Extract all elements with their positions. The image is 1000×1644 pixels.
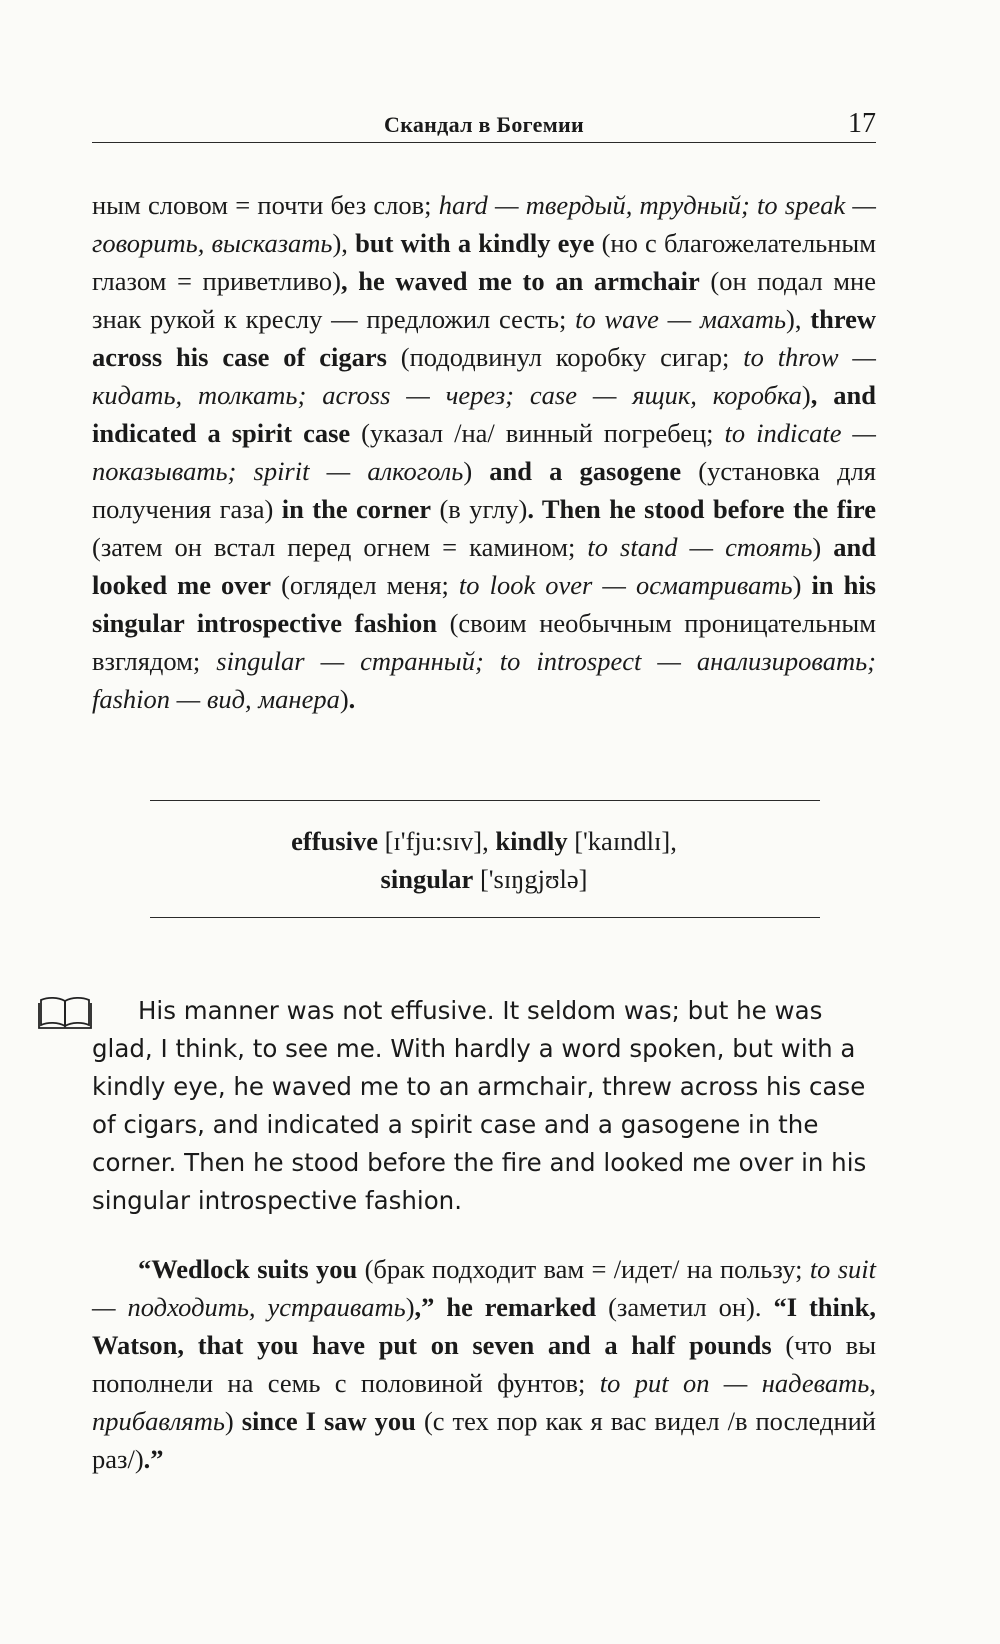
pronunciation-line-1 <box>92 822 876 860</box>
open-book-icon <box>38 995 92 1029</box>
vocab-gloss: to put on — надевать, прибавлять <box>92 1368 876 1436</box>
english-phrase: . <box>348 684 356 714</box>
english-phrase: .” <box>143 1444 164 1474</box>
english-phrase: in his singular introspective fashion <box>92 570 876 638</box>
vocab-word: kindly <box>495 826 568 856</box>
running-header <box>92 102 876 143</box>
translation-text: (пододвинул коробку сигар; <box>386 342 744 372</box>
translation-text: (в углу) <box>431 494 528 524</box>
vocab-gloss: to throw — кидать, толкать; across — через; case — ящик, коробка <box>92 342 876 410</box>
transcription: ['sɪŋgjʊlə] <box>473 864 588 894</box>
vocab-gloss: to wave — махать <box>575 304 787 334</box>
pronunciation-block <box>92 822 876 898</box>
translation-text: (оглядел меня; <box>271 570 459 600</box>
english-phrase: since I saw you <box>241 1406 416 1436</box>
pronunciation-line-2 <box>92 860 876 898</box>
translation-text: (затем он встал перед огнем = камином; <box>92 532 588 562</box>
translation-text: ) <box>792 570 812 600</box>
translation-text: (указал /на/ винный погребец; <box>350 418 725 448</box>
english-phrase: threw across his case of cigars <box>92 304 876 372</box>
english-phrase: “I think, Watson, that you have put on seven and a half pounds <box>92 1292 876 1360</box>
transcription: [ɪ'fju:sɪv], <box>377 826 496 856</box>
translation-text: (брак подходит вам = /идет/ на пользу; <box>357 1254 810 1284</box>
translation-text: ), <box>786 304 811 334</box>
english-phrase: “Wedlock suits you <box>138 1254 358 1284</box>
translation-text: ) <box>339 684 349 714</box>
translation-text: ) <box>463 456 490 486</box>
page-number: 17 <box>848 108 876 139</box>
english-phrase: , and indicated a spirit case <box>92 380 876 448</box>
english-text: His manner was not effusive. It seldom was; but he was glad, I think, to see me. With hardly a word spoken, but with a kindly eye, he waved me to an armchair, threw across his case of cigars, and indicated a spirit case and a gasogene in the corner. Then he stood before the fire and looked me over in his singular introspective fashion. <box>92 996 867 1215</box>
vocab-gloss: to suit — подходить, устраивать <box>92 1254 877 1322</box>
translation-text: (он подал мне знак рукой к креслу — предложил сесть; <box>92 266 877 334</box>
vocab-gloss: to look over — осматривать <box>458 570 793 600</box>
vocab-word: singular <box>380 864 474 894</box>
translation-text: (своим необычным проницательным взглядом; <box>92 608 876 676</box>
translation-text: (установка для получения газа) <box>92 456 876 524</box>
english-phrase: ,” he remarked <box>414 1292 597 1322</box>
english-phrase: in the corner <box>281 494 432 524</box>
english-phrase: but with a kindly eye <box>355 228 595 258</box>
vocab-word: effusive <box>291 826 378 856</box>
vocab-gloss: hard — твердый, трудный; to speak — говорить, высказать <box>92 190 876 258</box>
english-phrase: and a gasogene <box>489 456 682 486</box>
english-phrase: , he waved me to an armchair <box>340 266 700 296</box>
translation-text: ) <box>812 532 834 562</box>
english-phrase: and looked me over <box>92 532 876 600</box>
annotated-paragraph-1 <box>92 186 876 718</box>
vocab-gloss: to stand — стоять <box>587 532 813 562</box>
translation-text: (но с благожелательным глазом = приветливо) <box>92 228 877 296</box>
original-english-paragraph <box>92 992 876 1220</box>
translation-text: (с тех пор как я вас видел /в последний раз/) <box>92 1406 876 1474</box>
chapter-title: Скандал в Богемии <box>384 112 584 137</box>
transcription: ['kaɪndlɪ], <box>567 826 677 856</box>
translation-text: ным словом = почти без слов; <box>92 190 439 220</box>
annotated-paragraph-2 <box>92 1250 876 1478</box>
divider-top <box>150 800 820 801</box>
vocab-gloss: to indicate — показывать; spirit — алкоголь <box>92 418 876 486</box>
translation-text: ) <box>405 1292 415 1322</box>
translation-text: ) <box>224 1406 242 1436</box>
translation-text: ) <box>801 380 811 410</box>
vocab-gloss: singular — странный; to introspect — анализировать; fashion — вид, манера <box>92 646 876 714</box>
translation-text: (что вы пополнели на семь с половиной фунтов; <box>92 1330 876 1398</box>
english-phrase: . Then he stood before the fire <box>527 494 876 524</box>
translation-text: ), <box>332 228 356 258</box>
divider-bottom <box>150 917 820 918</box>
translation-text: (заметил он). <box>596 1292 774 1322</box>
